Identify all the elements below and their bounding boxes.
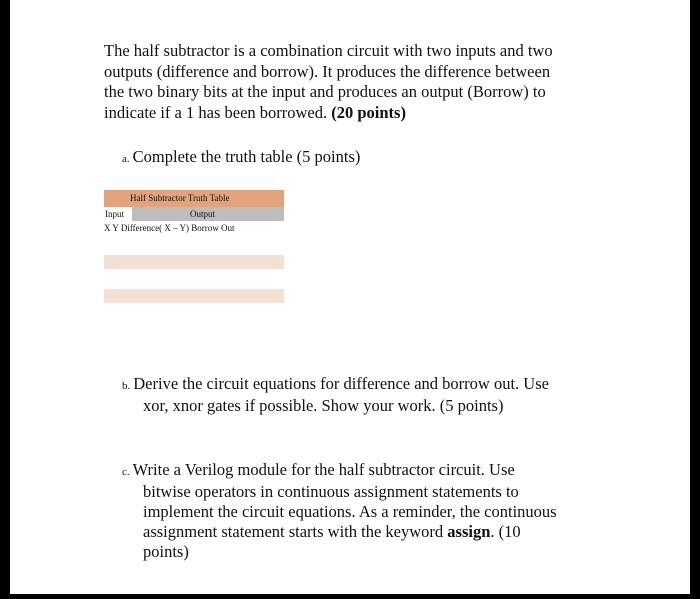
input-header: Input bbox=[104, 207, 132, 221]
question-c-line: implement the circuit equations. As a reminder, the continuous bbox=[143, 502, 557, 521]
truth-table bbox=[104, 190, 284, 303]
truth-table-title: Half Subtractor Truth Table bbox=[104, 190, 284, 207]
intro-line: the two binary bits at the input and produces an output (Borrow) to bbox=[104, 82, 546, 101]
question-b bbox=[122, 374, 622, 416]
truth-table-blank-row bbox=[104, 255, 284, 269]
truth-table-blank-row bbox=[104, 289, 284, 303]
question-c bbox=[122, 460, 622, 562]
intro-line: indicate if a 1 has been borrowed. bbox=[104, 102, 328, 122]
question-a-marker: a. bbox=[122, 153, 130, 165]
intro-line: The half subtractor is a combination circuit with two inputs and two bbox=[104, 41, 553, 60]
question-b-marker: b. bbox=[122, 380, 131, 392]
question-c-line: . (10 bbox=[490, 522, 521, 541]
document-page bbox=[10, 0, 690, 594]
question-c-line: bitwise operators in continuous assignment statements to bbox=[143, 482, 519, 501]
intro-points: (20 points) bbox=[331, 102, 406, 122]
question-a bbox=[122, 147, 360, 167]
assign-keyword: assign bbox=[447, 522, 491, 541]
question-c-line: Write a Verilog module for the half subtractor circuit. Use bbox=[132, 460, 515, 479]
intro-paragraph bbox=[104, 41, 614, 123]
question-c-marker: c. bbox=[122, 466, 130, 478]
intro-line: outputs (difference and borrow). It produces the difference between bbox=[104, 61, 551, 81]
question-b-line: Derive the circuit equations for difference and borrow out. Use bbox=[133, 374, 549, 393]
truth-table-column-headers: X Y Difference( X – Y) Borrow Out bbox=[104, 223, 235, 233]
output-header: Output bbox=[190, 209, 216, 219]
question-b-line: xor, xnor gates if possible. Show your work. (5 points) bbox=[143, 396, 504, 415]
question-a-text: Complete the truth table (5 points) bbox=[132, 147, 361, 166]
question-c-line: assignment statement starts with the keyword bbox=[143, 522, 444, 541]
question-c-line: points) bbox=[143, 542, 189, 561]
truth-table-header bbox=[104, 207, 284, 221]
